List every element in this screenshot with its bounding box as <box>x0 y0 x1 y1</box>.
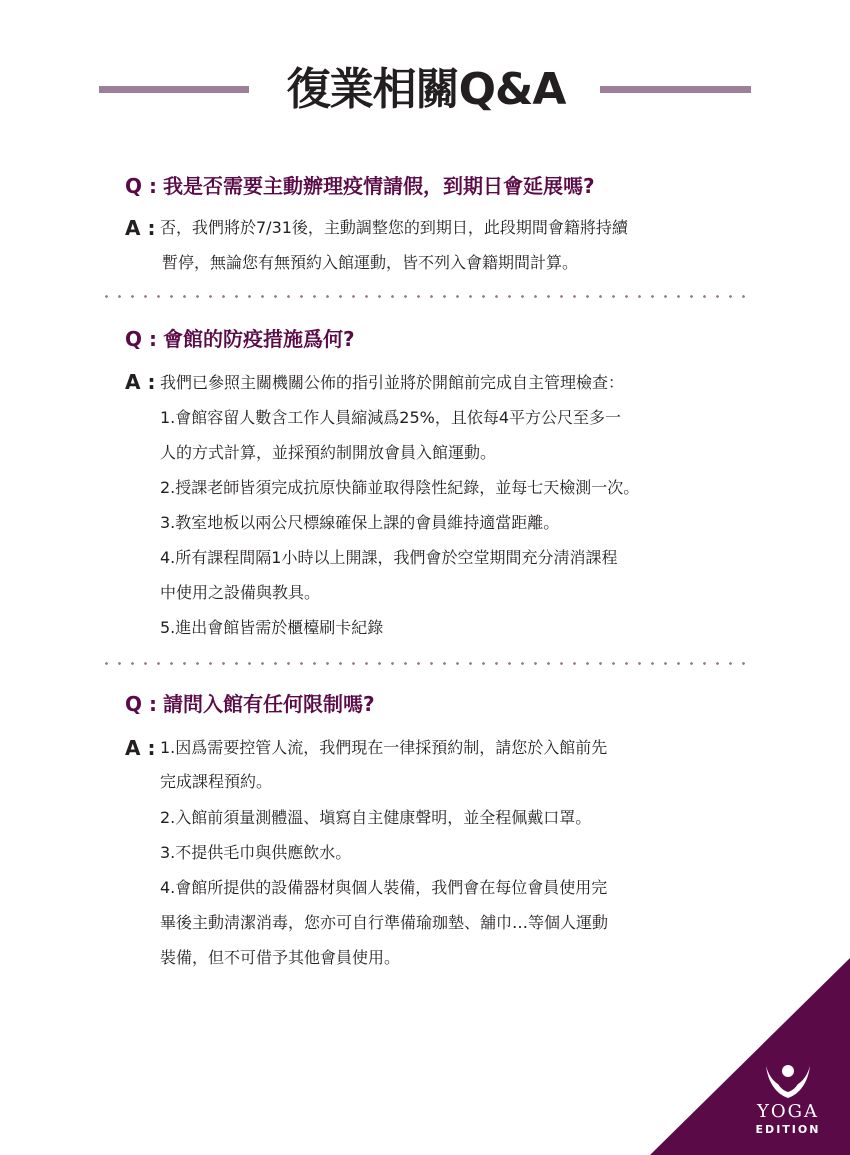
faq-1-q-prefix: Q : <box>125 174 157 198</box>
faq-1-answer-line: 否，我們將於7/31後，主動調整您的到期日，此段期間會籍將持續 <box>160 218 628 237</box>
faq-3-q-prefix: Q : <box>125 692 157 716</box>
faq-3-question-text: 請問入館有任何限制嗎? <box>162 692 375 716</box>
dotted-divider <box>100 295 752 298</box>
faq-3-answer-line: 3.不提供毛巾與供應飲水。 <box>160 843 352 862</box>
faq-2-answer-line: 3.教室地板以兩公尺標線確保上課的會員維持適當距離。 <box>160 513 560 532</box>
faq-3-answer-line: 1.因爲需要控管人流，我們現在一律採預約制，請您於入館前先 <box>160 738 608 757</box>
title-row <box>0 58 850 122</box>
faq-2-answer-line: 5.進出會館皆需於櫃檯刷卡紀錄 <box>160 618 384 637</box>
title-rule-left <box>99 86 249 93</box>
faq-2-question <box>125 325 355 353</box>
faq-3-answer-line: 畢後主動淸潔消毒，您亦可自行準備瑜珈墊、舖巾…等個人運動 <box>160 913 609 932</box>
faq-3-question <box>125 690 375 718</box>
logo-wordmark: YOGA <box>756 1101 820 1122</box>
faq-1-question-text: 我是否需要主動辦理疫情請假，到期日會延展嗎? <box>162 174 595 198</box>
faq-3-answer-line: 裝備，但不可借予其他會員使用。 <box>160 948 401 967</box>
faq-3-answer-line: 2.入館前須量測體溫、塡寫自主健康聲明，並全程佩戴口罩。 <box>160 808 592 827</box>
faq-2-q-prefix: Q : <box>125 327 157 351</box>
faq-3-answer-line: 完成課程預約。 <box>160 772 273 791</box>
title-rule-right <box>600 86 751 93</box>
faq-2-question-text: 會館的防疫措施爲何? <box>162 327 355 351</box>
faq-2-a-prefix: A : <box>125 370 156 394</box>
faq-1-answer-line: 暫停，無論您有無預約入館運動，皆不列入會籍期間計算。 <box>162 253 579 272</box>
page-title: 復業相關Q&A <box>286 64 566 115</box>
faq-3-a-prefix: A : <box>125 736 156 760</box>
faq-2-answer-line: 我們已參照主關機關公佈的指引並將於開館前完成自主管理檢查： <box>160 373 625 392</box>
faq-2-answer-line: 中使用之設備與教具。 <box>160 583 321 602</box>
yoga-logo-icon <box>764 1062 812 1100</box>
faq-2-answer-line: 人的方式計算，並採預約制開放會員入館運動。 <box>160 443 497 462</box>
faq-2-answer-line: 4.所有課程間隔1小時以上開課，我們會於空堂期間充分淸消課程 <box>160 548 618 567</box>
dotted-divider <box>100 662 752 665</box>
faq-2-answer-line: 1.會館容留人數含工作人員縮減爲25%，且依每4平方公尺至多一 <box>160 408 622 427</box>
faq-1-question <box>125 172 595 200</box>
logo-subtitle: EDITION <box>755 1123 821 1136</box>
faq-3-answer-line: 4.會館所提供的設備器材與個人裝備，我們會在每位會員使用完 <box>160 878 608 897</box>
faq-2-answer-line: 2.授課老師皆須完成抗原快篩並取得陰性紀錄，並每七天檢測一次。 <box>160 478 640 497</box>
faq-1-a-prefix: A : <box>125 216 156 240</box>
